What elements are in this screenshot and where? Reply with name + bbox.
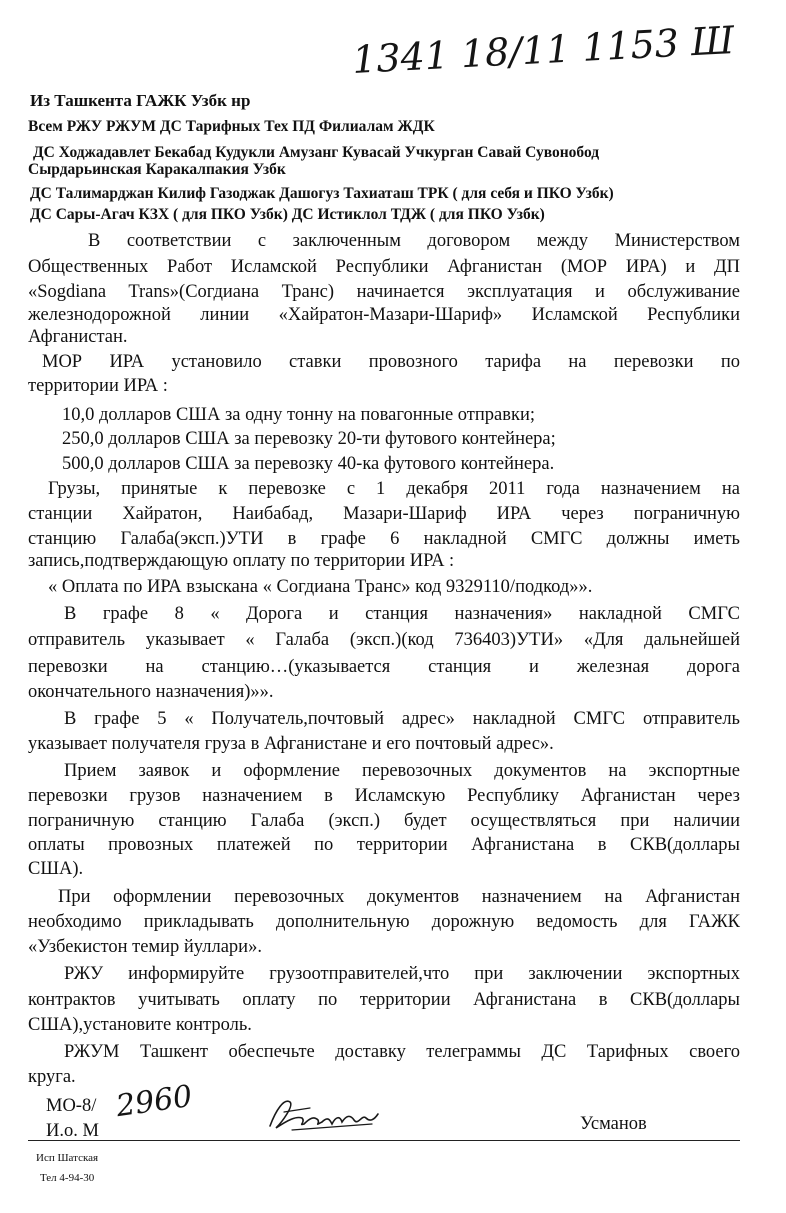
executor-name: Исп Шатская xyxy=(36,1152,99,1164)
paragraph-line: Общественных Работ Исламской Республики Афганистан (МОР ИРА) и ДП xyxy=(28,257,740,277)
mo-label: МО-8/ xyxy=(46,1096,97,1116)
signature-image xyxy=(262,1092,382,1136)
paragraph-line: круга. xyxy=(28,1067,76,1087)
tariff-rate-20ft: 250,0 долларов США за перевозку 20-ти футового контейнера; xyxy=(62,429,556,449)
paragraph-line: перевозки на станцию…(указывается станция и железная дорога xyxy=(28,657,740,677)
paragraph-line: перевозки грузов назначением в Исламскую Республику Афганистан через xyxy=(28,786,740,806)
paragraph-line: США),установите контроль. xyxy=(28,1015,252,1035)
acting-head-label: И.о. М xyxy=(46,1121,99,1141)
paragraph-line: РЖУМ Ташкент обеспечьте доставку телеграммы ДС Тарифных своего xyxy=(64,1042,740,1062)
paragraph-line: Грузы, принятые к перевозке с 1 декабря 2011 года назначением на xyxy=(48,479,740,499)
signatory-name: Усманов xyxy=(580,1114,647,1134)
paragraph-line: контрактов учитывать оплату по территории Афганистана в СКВ(доллары xyxy=(28,990,740,1010)
paragraph-line: «Sogdiana Trans»(Согдиана Транс) начинается эксплуатация и обслуживание xyxy=(28,282,740,302)
paragraph-line: РЖУ информируйте грузоотправителей,что при заключении экспортных xyxy=(64,964,740,984)
paragraph-line: пограничную станцию Галаба (эксп.) будет осуществляться при наличии xyxy=(28,811,740,831)
paragraph-line: станции Хайратон, Наибабад, Мазари-Шариф ИРА через пограничную xyxy=(28,504,740,524)
header-recipients-3: Сырдарьинская Каракалпакия Узбк xyxy=(28,161,286,178)
paragraph-line: территории ИРА : xyxy=(28,376,168,396)
executor-phone: Тел 4-94-30 xyxy=(40,1172,95,1184)
tariff-rate-40ft: 500,0 долларов США за перевозку 40-ка футового контейнера. xyxy=(62,454,555,474)
paragraph-line: При оформлении перевозочных документов назначением на Афганистан xyxy=(58,887,740,907)
paragraph-line: Прием заявок и оформление перевозочных документов на экспортные xyxy=(64,761,740,781)
paragraph-line: В графе 8 « Дорога и станция назначения» накладной СМГС xyxy=(64,604,740,624)
handwritten-registration-note: 1341 18/11 1153 Ш xyxy=(351,18,736,82)
paragraph-line: МОР ИРА установило ставки провозного тарифа на перевозки по xyxy=(42,352,740,372)
tariff-rate-wagon: 10,0 долларов США за одну тонну на повагонные отправки; xyxy=(62,405,536,425)
paragraph-line: В графе 5 « Получатель,почтовый адрес» накладной СМГС отправитель xyxy=(64,709,740,729)
payment-note-quote: « Оплата по ИРА взыскана « Согдиана Транс» код 9329110/подкод»». xyxy=(48,577,593,597)
header-recipients-1: Всем РЖУ РЖУМ ДС Тарифных Тех ПД Филиалам ЖДК xyxy=(28,118,435,135)
paragraph-line: необходимо прикладывать дополнительную дорожную ведомость для ГАЖК xyxy=(28,912,740,932)
header-recipients-2: ДС Ходжадавлет Бекабад Кудукли Амузанг Кувасай Учкурган Савай Сувонобод xyxy=(33,144,600,161)
paragraph-line: железнодорожной линии «Хайратон-Мазари-Шариф» Исламской Республики xyxy=(28,305,740,325)
paragraph-line: Афганистан. xyxy=(28,327,128,347)
paragraph-line: оплаты провозных платежей по территории Афганистана в СКВ(доллары xyxy=(28,835,740,855)
paragraph-line: станцию Галаба(эксп.)УТИ в графе 6 накладной СМГС должны иметь xyxy=(28,529,740,549)
paragraph-line: «Узбекистон темир йуллари». xyxy=(28,937,262,957)
footer-divider xyxy=(28,1140,740,1141)
paragraph-line: окончательного назначения)»». xyxy=(28,682,274,702)
paragraph-line: США). xyxy=(28,859,84,879)
header-from: Из Ташкента ГАЖК Узбк нр xyxy=(30,91,251,110)
paragraph-line: В соответствии с заключенным договором между Министерством xyxy=(88,231,740,251)
paragraph-line: указывает получателя груза в Афганистане и его почтовый адрес». xyxy=(28,734,554,754)
header-recipients-5: ДС Сары-Агач КЗХ ( для ПКО Узбк) ДС Истиклол ТДЖ ( для ПКО Узбк) xyxy=(30,206,545,223)
paragraph-line: отправитель указывает « Галаба (эксп.)(код 736403)УТИ» «Для дальнейшей xyxy=(28,630,740,650)
paragraph-line: запись,подтверждающую оплату по территории ИРА : xyxy=(28,551,455,571)
header-recipients-4: ДС Талимарджан Килиф Газоджак Дашогуз Тахиаташ ТРК ( для себя и ПКО Узбк) xyxy=(30,185,614,202)
mo-number-handwritten: 2960 xyxy=(113,1078,195,1125)
